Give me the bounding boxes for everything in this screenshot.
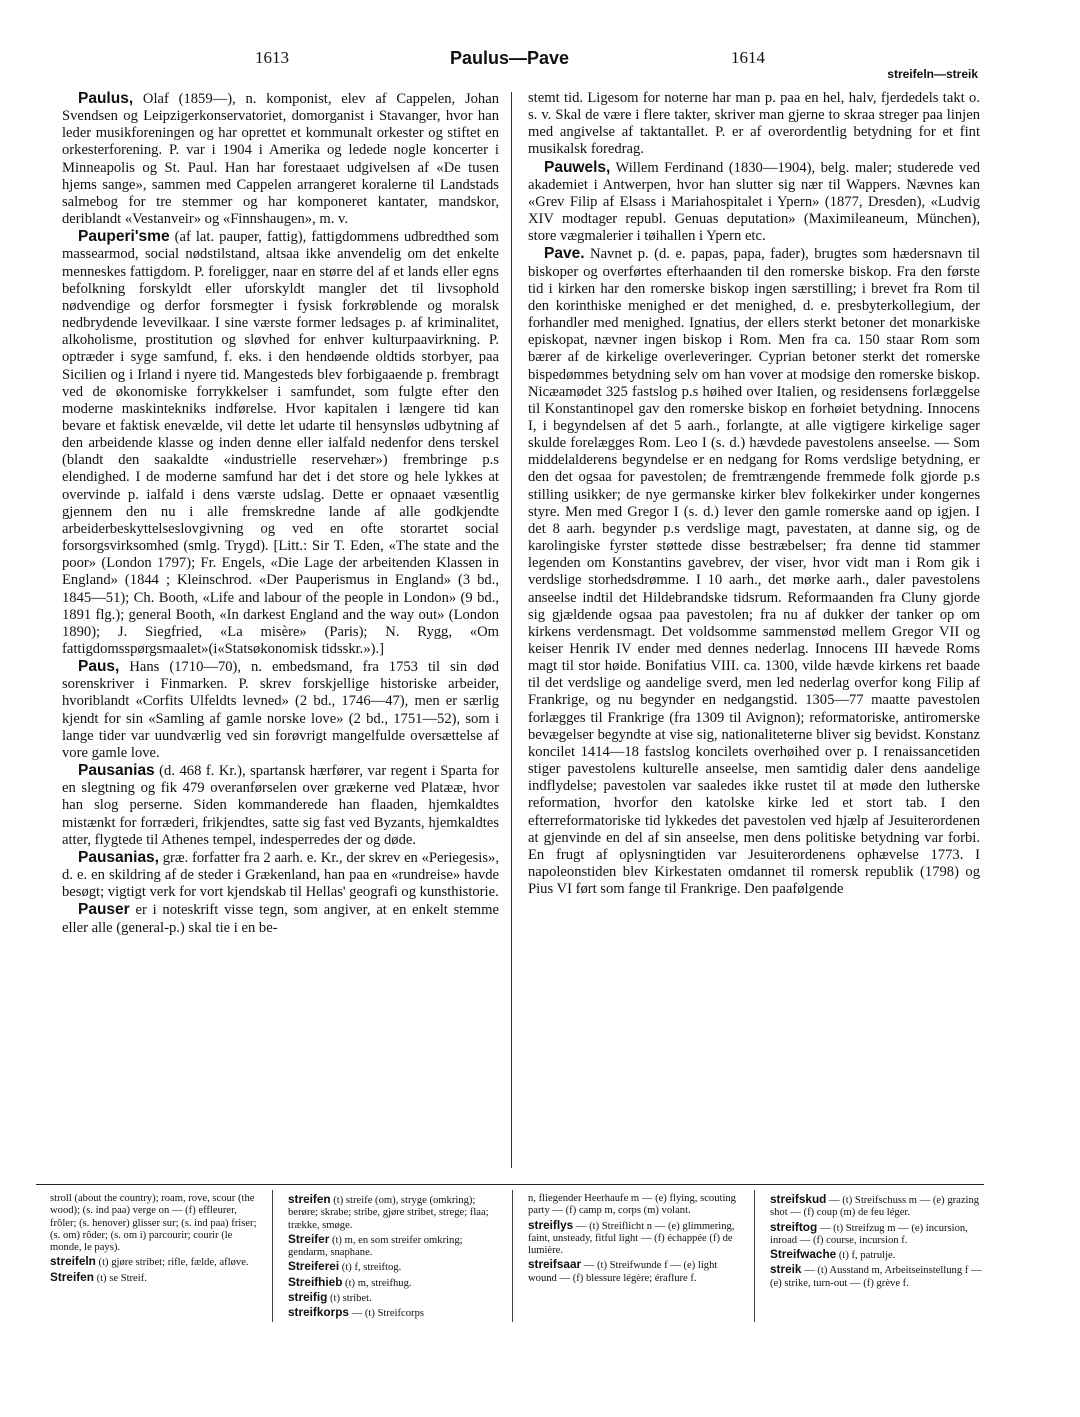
entry-text: Hans (1710—70), n. embedsmand, fra 1753 til sin død sorenskriver i Finmarken. P. skrev forskjellige historiske arbeider, hvoriblandt «Corfits Ulfeldts levned» (2 bd., 1746—47), men er særlig kjendt for sin «Samling af gamle norske love» (2 bd., 1751—52), som i lange tider var uundværlig ved sin forøvrigt mangelfulde oversættelse af vore gamle love. — [62, 659, 499, 761]
entry-text: n, fliegender Heerhaufe m — (e) flying, scouting party — (f) camp m, corps (m) volant. — [528, 1193, 736, 1217]
footer-column-4 — [770, 1193, 985, 1291]
entry-headword: Pausanias — [78, 762, 155, 780]
dictionary-entry — [770, 1193, 985, 1220]
entry-text: stemt tid. Ligesom for noterne har man p. paa en hel, halv, fjerdedels takt o. s. v. Skal de være i flere takter, skriver man gjerne to skraa streger paa linjen med angivelse af taktantallet. P. er af overordentlig betydning for et fint musikalsk foredrag. — [528, 90, 980, 158]
footer-divider — [754, 1190, 755, 1322]
footer-rule — [36, 1184, 984, 1185]
dictionary-entry — [62, 658, 499, 762]
right-column — [528, 90, 980, 898]
entry-text: — (t) Streifschuss m — (e) grazing shot — (f) coup (m) de feu léger. — [770, 1195, 980, 1219]
entry-headword: streik — [770, 1262, 802, 1277]
entry-text: — (t) Ausstand m, Arbeitseinstellung f — (e) strike, turn-out — (f) grève f. — [770, 1265, 982, 1289]
entry-headword: streifeln — [50, 1254, 96, 1269]
entry-headword: streifig — [288, 1290, 328, 1305]
dictionary-entry — [528, 245, 980, 898]
entry-text: (t) gjøre stribet; rifle, fælde, afløve. — [95, 1257, 249, 1269]
footer-column-3 — [528, 1193, 743, 1286]
entry-text: (t) stribet. — [327, 1293, 372, 1305]
entry-headword: streiftog — [770, 1219, 818, 1234]
entry-text: (af lat. pauper, fattig), fattigdommens udbredthed som massearmod, social nødstilstand, altsaa ikke anvendelig om det enkelte menneskes fattigdom. P. foreligger, naar en større del af et lands eller egns befolkning forskyldt eller uforskyldt mangler det til livsophold nødvendige og derfor forsmegter i fysisk forkrøblende og moralsk nedbrydende levevilkaar. I sine værste former ledsages p. af kriminalitet, alkoholisme, prostitution og sløvhed for enhver kulturpaavirkning. P. optræder i syge samfund, f. eks. i den hendøende oldtids storbyer, paa Sicilien og i Irland i nyere tid. Mangesteds blev forbigaaende p. frembragt ved de økonomiske forrykkelser i samfundet, som fulgte efter den moderne maskintekniks indførelse. Hvor kapitalen i længere tid kan bevare et faktisk enevælde, vil dette let udarte til hensynsløs udbytning af den arbeidende klasse og inden denne eller ialfald nedenfor dens terskel (blandt den saakaldte «industrielle reservehær») frembringe p.s elendighed. I de moderne samfund har det i det store og hele lykkes at overvinde p. ialfald i dens værste udslag. Dette er opnaaet væsentlig gjennem den nu i alle fremskredne lande af alle godkjendte arbeiderbeskyttelseslovgivning og ved en ofte storartet social forsorgsvirksomhed (smlg. Trygd). [Litt.: Sir T. Eden, «The state and the poor» (London 1797); Fr. Engels, «Die Lage der arbeitenden Klassen in England» (1844 ; Kleinschrod. «Der Pauperismus in England» (3 bd., 1845—51); Ch. Booth, «Life and labour of the people in London» (9 bd., 1891 flg.); general Booth, «In darkest England and the way out» (London 1890); J. Siegfried, «La misère» (Paris); N. Rygg, «Om fattigdomsspørgsmaalet»(i«Statsøkonomisk tidsskr.»).] — [62, 229, 499, 657]
footer-column-2 — [288, 1193, 503, 1322]
dictionary-entry — [770, 1263, 985, 1290]
guide-words: streifeln—streik — [887, 67, 978, 81]
entry-headword: streifskud — [770, 1192, 827, 1206]
dictionary-entry — [528, 1219, 743, 1258]
entry-text: — (t) Streifwunde f — (e) light wound — (f) blessure légère; éraflure f. — [528, 1260, 718, 1284]
entry-headword: Paus, — [78, 658, 120, 676]
dictionary-entry — [288, 1193, 503, 1232]
entry-headword: Streiferei — [288, 1259, 340, 1274]
footer-divider — [272, 1190, 273, 1322]
entry-text: (t) m, en som streifer omkring; gendarm, snaphane. — [288, 1234, 463, 1259]
dictionary-entry — [288, 1306, 503, 1320]
dictionary-entry — [288, 1291, 503, 1305]
dictionary-entry — [50, 1255, 265, 1269]
entry-headword: Pave. — [544, 245, 585, 263]
dictionary-entry — [62, 90, 499, 228]
entry-text: — (t) Streifzug m — (e) incursion, inroad — (f) course, incursion f. — [770, 1222, 968, 1246]
dictionary-entry — [62, 901, 499, 936]
dictionary-entry — [288, 1233, 503, 1260]
entry-text: Olaf (1859—), n. komponist, elev af Cappelen, Johan Svendsen og Leipzigerkonservatoriet, domorganist i Stavanger, hvor han leder musikforeningen og har oprettet et kommunalt orkester og stiftet en orkesterforening. P. var i 1904 i Amerika og ledede nogle koncerter i Minneapolis og St. Paul. Han har forestaaet udgivelsen af «De tusen hjems sange», sammen med Cappelen arrangeret koralerne til Landstads salmebog for tre stemmer og har komponeret kantater, mandskor, deriblandt «Vestanveir» og «Finnshaugen», m. v. — [62, 91, 499, 228]
entry-headword: Streifwache — [770, 1247, 837, 1262]
dictionary-entry — [528, 1258, 743, 1285]
dictionary-entry — [62, 762, 499, 849]
entry-text: (t) f, streiftog. — [339, 1262, 402, 1274]
entry-headword: Streifen — [50, 1269, 94, 1284]
entry-text: Navnet p. (d. e. papas, papa, fader), brugtes som hædersnavn til biskoper og overførtes efterhaanden til den romerske biskop. Fra den første tid i kirken har den romerske biskop ingen særstilling; i brevet fra Rom til den korinthiske menighed er det menighed, d. e. presbyterkollegium, der forhandler med menighed. Ignatius, der ellers sterkt betoner det monarkiske episkopat, nævner ingen biskop i Rom. Men fra ca. 150 staar Rom som bærer af de kirkelige overleveringer. Cyprian betoner sterkt det romerske bispedømmes betydning selv om han vover at modsige den romerske biskop. Nicæamødet 325 fastslog p.s høihed over Italien, og residensens forlæggelse til Konstantinopel gav den romerske biskop en forhøiet betydning. Innocens I, i begyndelsen af det 5 aarh., forlangte, at alle vigtigere kirkelige sager skulde forelægges Rom. Leo I (s. d.) hævdede pavestolens anseelse. — Som middelalderens begyndelse er en nedgang for Roms verdslige betydning, er den det ogsaa for pavestolen; de fremtrængende fremmede folk gjorde p.s stilling usikker; de nye germanske kirker blev folkekirker under kongernes styre. Men med Gregor I (s. d.) lever den gamle romerske aand op igjen. I det 8 aarh. begynder p.s verdslige magt, pavestaten, at danne sig, og de karolingiske fyrster støttede disse bestræbelser; fra denne tid stammer legenden om Konstantins gavebrev, der viser, hvor vidt man i Rom gik i verdslige storhedsdrømme. I 10 aarh., det mørke aarh., daler pavestolens anseelse indtil det Hildebrandske tidsrum. Reformaanden fra Cluny gjorde sig gjældende ogsaa paa pavestolen; fra nu af dukker der tanker op om kirkens verdensmagt. Det voldsomme sammenstød mellem Gregor VII og keiser Henrik IV ender med dennes nederlag. Innocens III hævede Roms magt til stor høide. Bonifatius VIII. ca. 1300, vilde hævde kirkens ret baade til det verdslige og aandelige sverd, men led nederlag overfor kong Filip af Frankrige, og nu begynder en nedgangstid. 1305—77 maatte pavestolen forlægges til Frankrige (fra 1309 til Avignon); reformatoriske, antiromerske bevægelser begyndte at vise sig, nationaliteterne bliver sig bevidst. Konstanz koncilet 1414—18 fastslog koncilets overhøihed over p. I renaissancetiden stiger pavestolens kulturelle anseelse, men samtidig daler dens aandelige indflydelse; pavestolen var saaledes ikke rustet til at møde den lutherske reformation, hvorfor den katolske kirke led et stort tab. I den efterreformatoriske tid lykkedes det pavestolen ved hjælp af Jesuiterordenen at gjenvinde en del af sin anseelse, men dens politiske betydning var forbi. En frugt af oplysningtiden var Jesuiterordenens ophævelse 1773. I napoleonstiden blev Kirkestaten omdannet til romersk republik (1798) og Pius VI ført som fange til Frankrige. Den paafølgende — [528, 246, 980, 898]
entry-text: stroll (about the country); roam, rove, scour (the wood); (s. ind paa) verge on — (f) effleurer, frôler; (s. henover) glisser sur; (s. ind paa) friser; (s. om) rôder; (s. om i) parcourir; courir (le monde, le pays). — [50, 1193, 257, 1254]
dictionary-entry — [288, 1260, 503, 1274]
entry-headword: streiflys — [528, 1217, 574, 1232]
page-title: Paulus—Pave — [450, 48, 570, 68]
entry-headword: Pauser — [78, 901, 130, 919]
right-page-number: 1614 — [731, 48, 765, 67]
entry-headword: streifkorps — [288, 1305, 349, 1320]
entry-headword: streifsaar — [528, 1257, 582, 1272]
entry-text: — (t) Streifcorps — [348, 1308, 425, 1320]
entry-headword: Pauwels, — [544, 158, 611, 176]
entry-headword: Pauperi'sme — [78, 228, 170, 246]
dictionary-entry — [528, 1193, 743, 1218]
entry-text: (t) se Streif. — [93, 1272, 147, 1284]
entry-headword: Streifhieb — [288, 1274, 343, 1289]
entry-text: Willem Ferdinand (1830—1904), belg. maler; studerede ved akademiet i Antwerpen, hvor han slutter sig nær til Wappers. Nævnes kan «Grev Filip af Elsass i Mariahospitalet i Ypern» (1877, Dresden), «Ludvig XIV modtager republ. Genuas deputation» (Maximileaneum, München), store vægmalerier i tøihallen i Ypern etc. — [528, 159, 980, 245]
entry-text: græ. forfatter fra 2 aarh. e. Kr., der skrev en «Periegesis», d. e. en skildring af de steder i Grækenland, han paa en «rundreise» havde besøgt; vigtigt verk for vort kjendskab til Hellas' geografi og kunsthistorie. — [62, 849, 499, 901]
dictionary-entry — [50, 1193, 265, 1254]
dictionary-entry — [770, 1221, 985, 1248]
dictionary-entry — [770, 1248, 985, 1262]
entry-headword: Pausanias, — [78, 848, 159, 866]
entry-text: (t) streife (om), stryge (omkring); berøre; skrabe; stribe, gjøre stribet, strege; flaa; trække, smøge. — [288, 1195, 489, 1231]
dictionary-entry — [528, 159, 980, 246]
footer-divider — [512, 1190, 513, 1322]
entry-text: (d. 468 f. Kr.), spartansk hærfører, var regent i Sparta for en slegtning og fik 479 overanførselen over grækerne ved Platææ, hvor han slog perserne. Siden kommanderede han flaaden, hjemkaldtes mistænkt for forræderi, frikjendtes, satte sig fast ved Byzants, hjemkaldtes atter, flygtede til Athenes tempel, indesperredes der og døde. — [62, 763, 499, 848]
entry-headword: Paulus, — [78, 90, 134, 107]
left-column — [62, 90, 499, 937]
dictionary-entry — [62, 228, 499, 658]
footer-column-1 — [50, 1193, 265, 1286]
entry-text: — (t) Streiflicht n — (e) glimmering, faint, unsteady, fitful light — (f) échappée (f) de lumière. — [528, 1220, 735, 1257]
dictionary-entry — [288, 1276, 503, 1290]
column-divider — [511, 92, 512, 1168]
entry-text: (t) m, streifhug. — [342, 1277, 412, 1289]
entry-text: er i noteskrift visse tegn, som angiver, at en enkelt stemme eller alle (general-p.) skal tie i en be- — [62, 902, 499, 936]
entry-headword: Streifer — [288, 1231, 330, 1246]
dictionary-entry — [62, 849, 499, 901]
left-page-number: 1613 — [255, 48, 289, 67]
entry-headword: streifen — [288, 1192, 331, 1206]
dictionary-entry — [50, 1271, 265, 1285]
dictionary-entry — [528, 90, 980, 159]
entry-text: (t) f, patrulje. — [836, 1250, 896, 1262]
